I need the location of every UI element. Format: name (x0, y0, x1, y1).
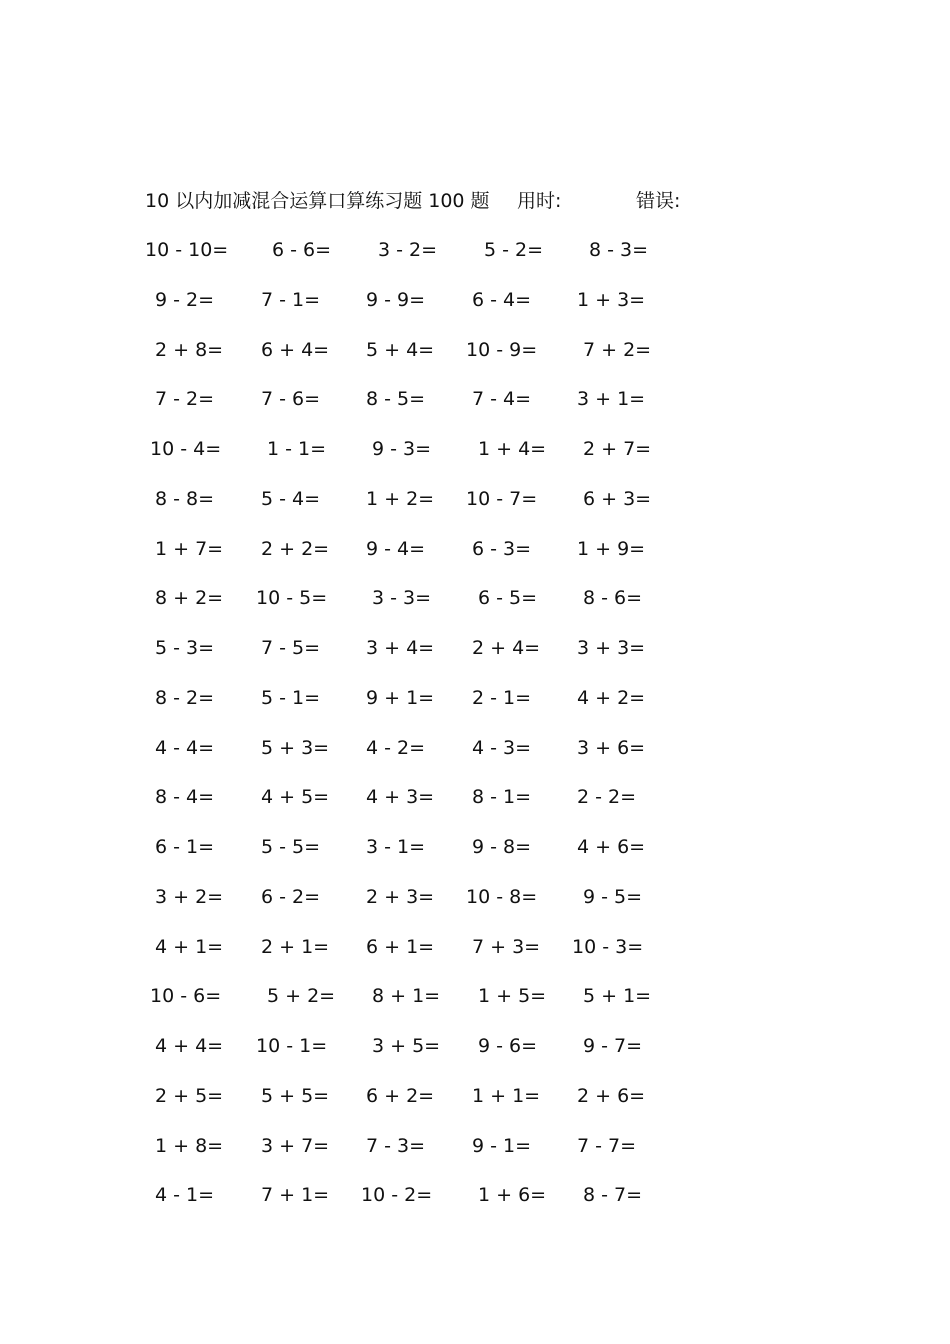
problem-item: 7 - 6= (261, 388, 321, 411)
problem-item: 1 + 9= (577, 537, 646, 560)
problem-item: 8 - 3= (589, 239, 649, 261)
problem-item: 10 - 5= (256, 587, 328, 610)
problem-row (0, 932, 950, 962)
problem-item: 2 - 2= (577, 786, 637, 809)
problem-item: 5 + 2= (267, 985, 336, 1008)
problem-item: 5 + 3= (261, 736, 330, 759)
problem-item: 3 + 4= (366, 637, 435, 659)
problem-item: 10 - 4= (150, 438, 222, 460)
problem-item: 2 + 3= (366, 885, 435, 908)
problem-item: 1 + 5= (478, 985, 547, 1008)
problem-item: 7 + 3= (472, 935, 541, 958)
problem-item: 8 - 7= (583, 1184, 643, 1207)
problem-row (0, 335, 950, 365)
problem-item: 9 - 6= (478, 1035, 538, 1057)
problem-item: 1 + 3= (577, 288, 646, 311)
problem-item: 1 + 1= (472, 1084, 541, 1107)
problem-row (0, 882, 950, 912)
problem-row (0, 1180, 950, 1210)
problem-item: 7 - 1= (261, 288, 321, 311)
problem-item: 5 - 5= (261, 836, 321, 858)
problem-item: 3 + 7= (261, 1134, 330, 1157)
problem-item: 2 - 1= (472, 686, 532, 709)
problem-item: 10 - 6= (150, 985, 222, 1008)
problem-item: 2 + 5= (155, 1084, 224, 1107)
problem-item: 4 + 6= (577, 836, 646, 858)
problem-item: 2 + 1= (261, 935, 330, 958)
problem-item: 10 - 2= (361, 1184, 433, 1207)
problem-item: 2 + 2= (261, 537, 330, 560)
problem-item: 3 + 2= (155, 885, 224, 908)
problem-item: 8 - 6= (583, 587, 643, 610)
problem-item: 7 + 2= (583, 338, 652, 361)
problem-item: 8 + 2= (155, 587, 224, 610)
problem-row (0, 1031, 950, 1061)
problem-item: 6 - 4= (472, 288, 532, 311)
problem-item: 2 + 4= (472, 637, 541, 659)
problem-item: 3 + 3= (577, 637, 646, 659)
problem-item: 10 - 1= (256, 1035, 328, 1057)
problem-row (0, 1131, 950, 1161)
problem-item: 9 - 5= (583, 885, 643, 908)
problem-item: 9 + 1= (366, 686, 435, 709)
problem-item: 1 + 8= (155, 1134, 224, 1157)
problem-item: 5 - 2= (484, 239, 544, 261)
problem-item: 5 - 1= (261, 686, 321, 709)
problem-item: 8 - 2= (155, 686, 215, 709)
time-used-label: 用时: (517, 190, 562, 212)
problem-item: 4 + 4= (155, 1035, 224, 1057)
problem-item: 5 + 4= (366, 338, 435, 361)
problem-item: 3 - 2= (378, 239, 438, 261)
problem-item: 9 - 1= (472, 1134, 532, 1157)
problem-item: 9 - 7= (583, 1035, 643, 1057)
problem-item: 5 + 5= (261, 1084, 330, 1107)
problem-item: 3 + 5= (372, 1035, 441, 1057)
problem-item: 6 + 3= (583, 487, 652, 510)
problem-row (0, 583, 950, 613)
problem-item: 8 - 8= (155, 487, 215, 510)
problem-item: 4 + 5= (261, 786, 330, 809)
problem-item: 2 + 8= (155, 338, 224, 361)
problem-item: 4 + 2= (577, 686, 646, 709)
problem-item: 8 - 5= (366, 388, 426, 411)
problem-item: 7 - 5= (261, 637, 321, 659)
problem-row (0, 782, 950, 812)
problem-item: 3 + 6= (577, 736, 646, 759)
problem-item: 6 + 1= (366, 935, 435, 958)
problem-item: 3 - 3= (372, 587, 432, 610)
problem-item: 9 - 9= (366, 288, 426, 311)
problem-row (0, 384, 950, 414)
problem-item: 6 - 5= (478, 587, 538, 610)
problem-item: 1 + 4= (478, 438, 547, 460)
problem-item: 5 - 4= (261, 487, 321, 510)
problem-item: 10 - 9= (466, 338, 538, 361)
problem-item: 6 + 2= (366, 1084, 435, 1107)
problem-item: 4 - 3= (472, 736, 532, 759)
worksheet-title: 10 以内加减混合运算口算练习题 100 题 (145, 190, 490, 212)
problem-item: 7 - 3= (366, 1134, 426, 1157)
problem-item: 6 - 1= (155, 836, 215, 858)
problem-item: 9 - 3= (372, 438, 432, 460)
problem-item: 1 + 6= (478, 1184, 547, 1207)
problem-row (0, 484, 950, 514)
problem-item: 6 - 3= (472, 537, 532, 560)
problem-row (0, 981, 950, 1011)
problem-item: 2 + 6= (577, 1084, 646, 1107)
problem-item: 10 - 8= (466, 885, 538, 908)
problem-item: 7 + 1= (261, 1184, 330, 1207)
problem-row (0, 235, 950, 265)
problem-item: 10 - 7= (466, 487, 538, 510)
problem-item: 4 - 1= (155, 1184, 215, 1207)
problem-item: 8 - 4= (155, 786, 215, 809)
problem-item: 5 - 3= (155, 637, 215, 659)
problem-item: 6 - 6= (272, 239, 332, 261)
problem-item: 4 + 3= (366, 786, 435, 809)
problem-item: 4 + 1= (155, 935, 224, 958)
problem-row (0, 534, 950, 564)
problem-item: 9 - 4= (366, 537, 426, 560)
problem-item: 10 - 10= (145, 239, 229, 261)
problem-item: 7 - 4= (472, 388, 532, 411)
problem-item: 7 - 7= (577, 1134, 637, 1157)
problem-item: 1 + 2= (366, 487, 435, 510)
problem-item: 1 - 1= (267, 438, 327, 460)
problem-row (0, 733, 950, 763)
problem-item: 3 + 1= (577, 388, 646, 411)
problem-item: 10 - 3= (572, 935, 644, 958)
problem-item: 1 + 7= (155, 537, 224, 560)
problem-item: 8 - 1= (472, 786, 532, 809)
problem-row (0, 832, 950, 862)
problem-row (0, 285, 950, 315)
errors-label: 错误: (636, 190, 681, 212)
problem-item: 9 - 2= (155, 288, 215, 311)
problem-item: 7 - 2= (155, 388, 215, 411)
problem-row (0, 683, 950, 713)
problem-item: 2 + 7= (583, 438, 652, 460)
problem-row (0, 1081, 950, 1111)
problem-item: 5 + 1= (583, 985, 652, 1008)
problem-item: 3 - 1= (366, 836, 426, 858)
problem-row (0, 633, 950, 663)
problem-item: 6 - 2= (261, 885, 321, 908)
problem-item: 4 - 4= (155, 736, 215, 759)
problem-row (0, 434, 950, 464)
problem-item: 6 + 4= (261, 338, 330, 361)
problem-item: 4 - 2= (366, 736, 426, 759)
problem-item: 8 + 1= (372, 985, 441, 1008)
problem-item: 9 - 8= (472, 836, 532, 858)
